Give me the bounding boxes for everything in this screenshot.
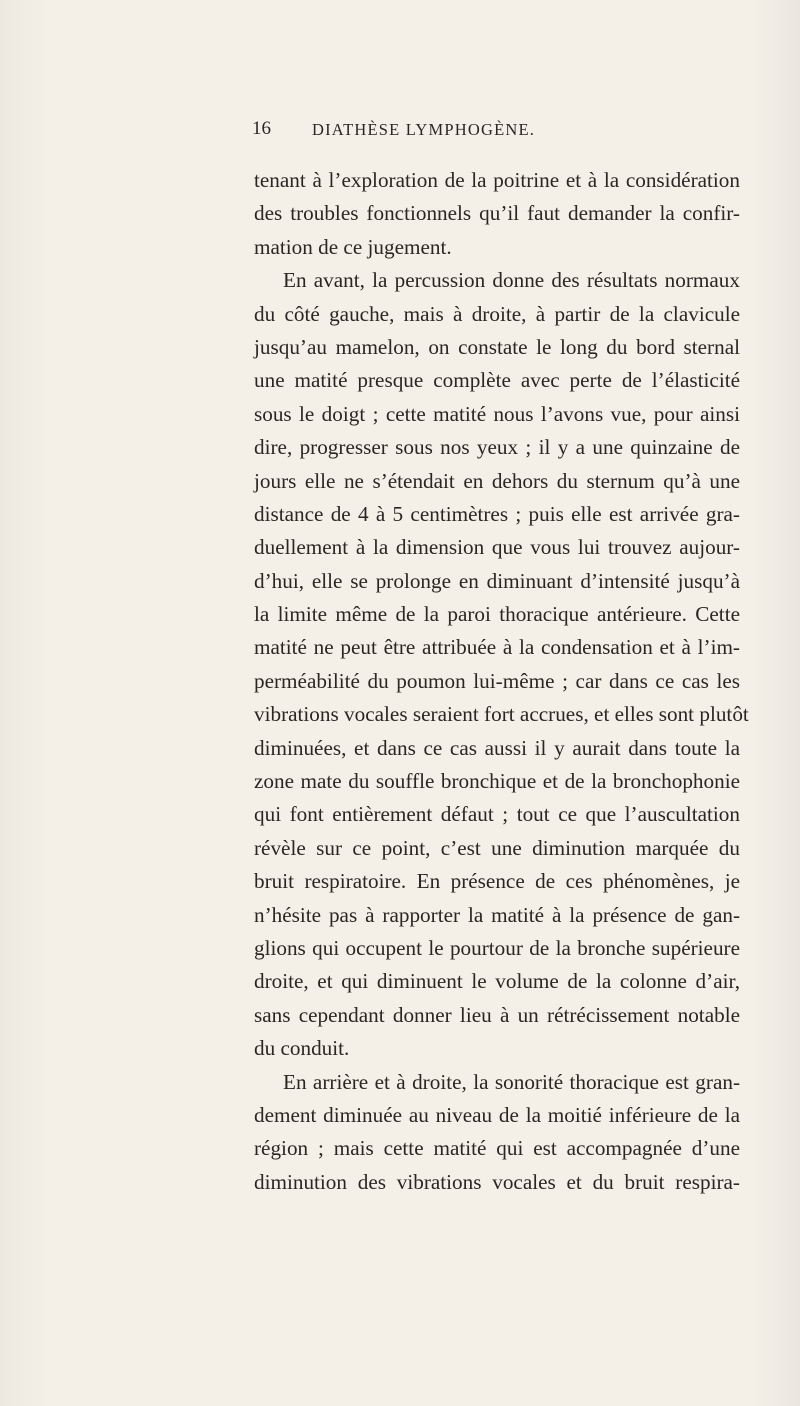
text-line: jusqu’au mamelon, on constate le long du bord sternal [254, 334, 740, 359]
text-line: révèle sur ce point, c’est une diminution marquée du [254, 835, 740, 860]
text-line: une matité presque complète avec perte de l’élasticité [254, 368, 740, 393]
text-line: sans cependant donner lieu à un rétrécissement notable [254, 1002, 740, 1027]
text-line: mation de ce jugement. [254, 234, 452, 259]
text-line: droite, et qui diminuent le volume de la colonne d’air, [254, 969, 740, 994]
text-line: sous le doigt ; cette matité nous l’avons vue, pour ainsi [254, 401, 740, 426]
text-line: distance de 4 à 5 centimètres ; puis elle est arrivée gra- [254, 501, 740, 526]
page-number: 16 [252, 118, 271, 139]
text-line: En avant, la percussion donne des résultats normaux [283, 268, 740, 293]
text-line: qui font entièrement défaut ; tout ce que l’auscultation [254, 802, 740, 827]
text-line: dire, progresser sous nos yeux ; il y a une quinzaine de [254, 435, 740, 460]
text-line: des troubles fonctionnels qu’il faut demander la confir- [254, 201, 740, 226]
text-line: la limite même de la paroi thoracique antérieure. Cette [254, 602, 740, 627]
text-line: bruit respiratoire. En présence de ces phénomènes, je [254, 869, 740, 894]
body-text [254, 164, 749, 1199]
text-line: duellement à la dimension que vous lui trouvez aujour- [254, 535, 740, 560]
text-line: diminuées, et dans ce cas aussi il y aurait dans toute la [254, 735, 740, 760]
text-line: glions qui occupent le pourtour de la bronche supérieure [254, 935, 740, 960]
text-line: d’hui, elle se prolonge en diminuant d’intensité jusqu’à [254, 568, 740, 593]
text-line: tenant à l’exploration de la poitrine et à la considération [254, 168, 740, 192]
text-line: perméabilité du poumon lui-même ; car dans ce cas les [254, 668, 740, 693]
text-line: région ; mais cette matité qui est accompagnée d’une [254, 1136, 740, 1161]
text-line: diminution des vibrations vocales et du bruit respira- [254, 1169, 740, 1194]
text-line: En arrière et à droite, la sonorité thoracique est gran- [283, 1069, 740, 1094]
text-line: dement diminuée au niveau de la moitié inférieure de la [254, 1102, 740, 1127]
text-line: jours elle ne s’étendait en dehors du sternum qu’à une [254, 468, 740, 493]
text-line: vibrations vocales seraient fort accrues, et elles sont plutôt [254, 702, 749, 727]
text-line: zone mate du souffle bronchique et de la bronchophonie [254, 769, 740, 794]
text-line: du conduit. [254, 1036, 350, 1061]
running-title: DIATHÈSE LYMPHOGÈNE. [312, 120, 536, 139]
text-line: du côté gauche, mais à droite, à partir de la clavicule [254, 301, 740, 326]
text-line: matité ne peut être attribuée à la condensation et à l’im- [254, 635, 740, 660]
text-line: n’hésite pas à rapporter la matité à la présence de gan- [254, 902, 740, 927]
